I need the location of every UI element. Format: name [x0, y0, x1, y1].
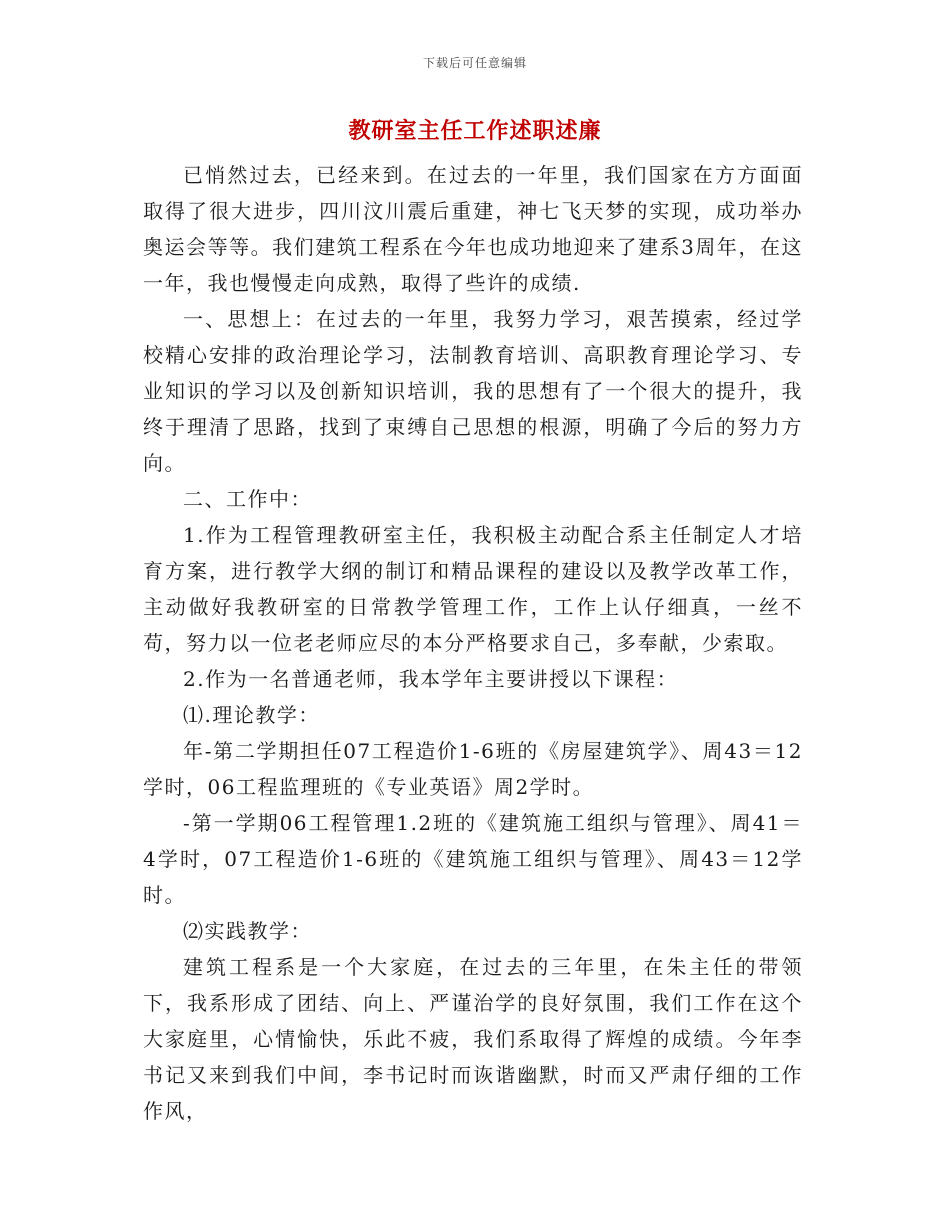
paragraph-theory-term-2: 年-第二学期担任07工程造价1-6班的《房屋建筑学》、周43＝12学时，06工程监理班的《专业英语》周2学时。: [143, 739, 803, 799]
header-note: 下载后可任意编辑: [422, 56, 527, 70]
paragraph-intro: 已悄然过去，已经来到。在过去的一年里，我们国家在方方面面取得了很大进步，四川汶川震后重建，神七飞天梦的实现，成功举办奥运会等等。我们建筑工程系在今年也成功地迎来了建系3周年，在这一年，我也慢慢走向成熟，取得了些许的成绩.: [143, 163, 803, 295]
document-body: [143, 157, 803, 1129]
paragraph-work-item-1: 1.作为工程管理教研室主任，我积极主动配合系主任制定人才培育方案，进行教学大纲的制订和精品课程的建设以及教学改革工作，主动做好我教研室的日常教学管理工作，工作上认仔细真，一丝不苟，努力以一位老老师应尽的本分严格要求自己，多奉献，少索取。: [143, 523, 803, 655]
paragraph-practice-heading: ⑵实践教学：: [183, 919, 312, 943]
paragraph-thought: 一、思想上：在过去的一年里，我努力学习，艰苦摸索，经过学校精心安排的政治理论学习，法制教育培训、高职教育理论学习、专业知识的学习以及创新知识培训，我的思想有了一个很大的提升，我终于理清了思路，找到了束缚自己思想的根源，明确了今后的努力方向。: [143, 307, 803, 475]
paragraph-theory-heading: ⑴.理论教学：: [183, 703, 320, 727]
paragraph-work-heading: 二、工作中：: [183, 487, 312, 511]
document-title: 教研室主任工作述职述廉: [348, 119, 602, 144]
paragraph-department: 建筑工程系是一个大家庭，在过去的三年里，在朱主任的带领下，我系形成了团结、向上、严谨治学的良好氛围，我们工作在这个大家庭里，心情愉快，乐此不疲，我们系取得了辉煌的成绩。今年李书记又来到我们中间，李书记时而诙谐幽默，时而又严肃仔细的工作作风，: [143, 955, 803, 1123]
paragraph-theory-term-1: -第一学期06工程管理1.2班的《建筑施工组织与管理》、周41＝4学时，07工程造价1-6班的《建筑施工组织与管理》、周43＝12学时。: [143, 811, 803, 907]
paragraph-work-item-2: 2.作为一名普通老师，我本学年主要讲授以下课程：: [183, 667, 679, 691]
